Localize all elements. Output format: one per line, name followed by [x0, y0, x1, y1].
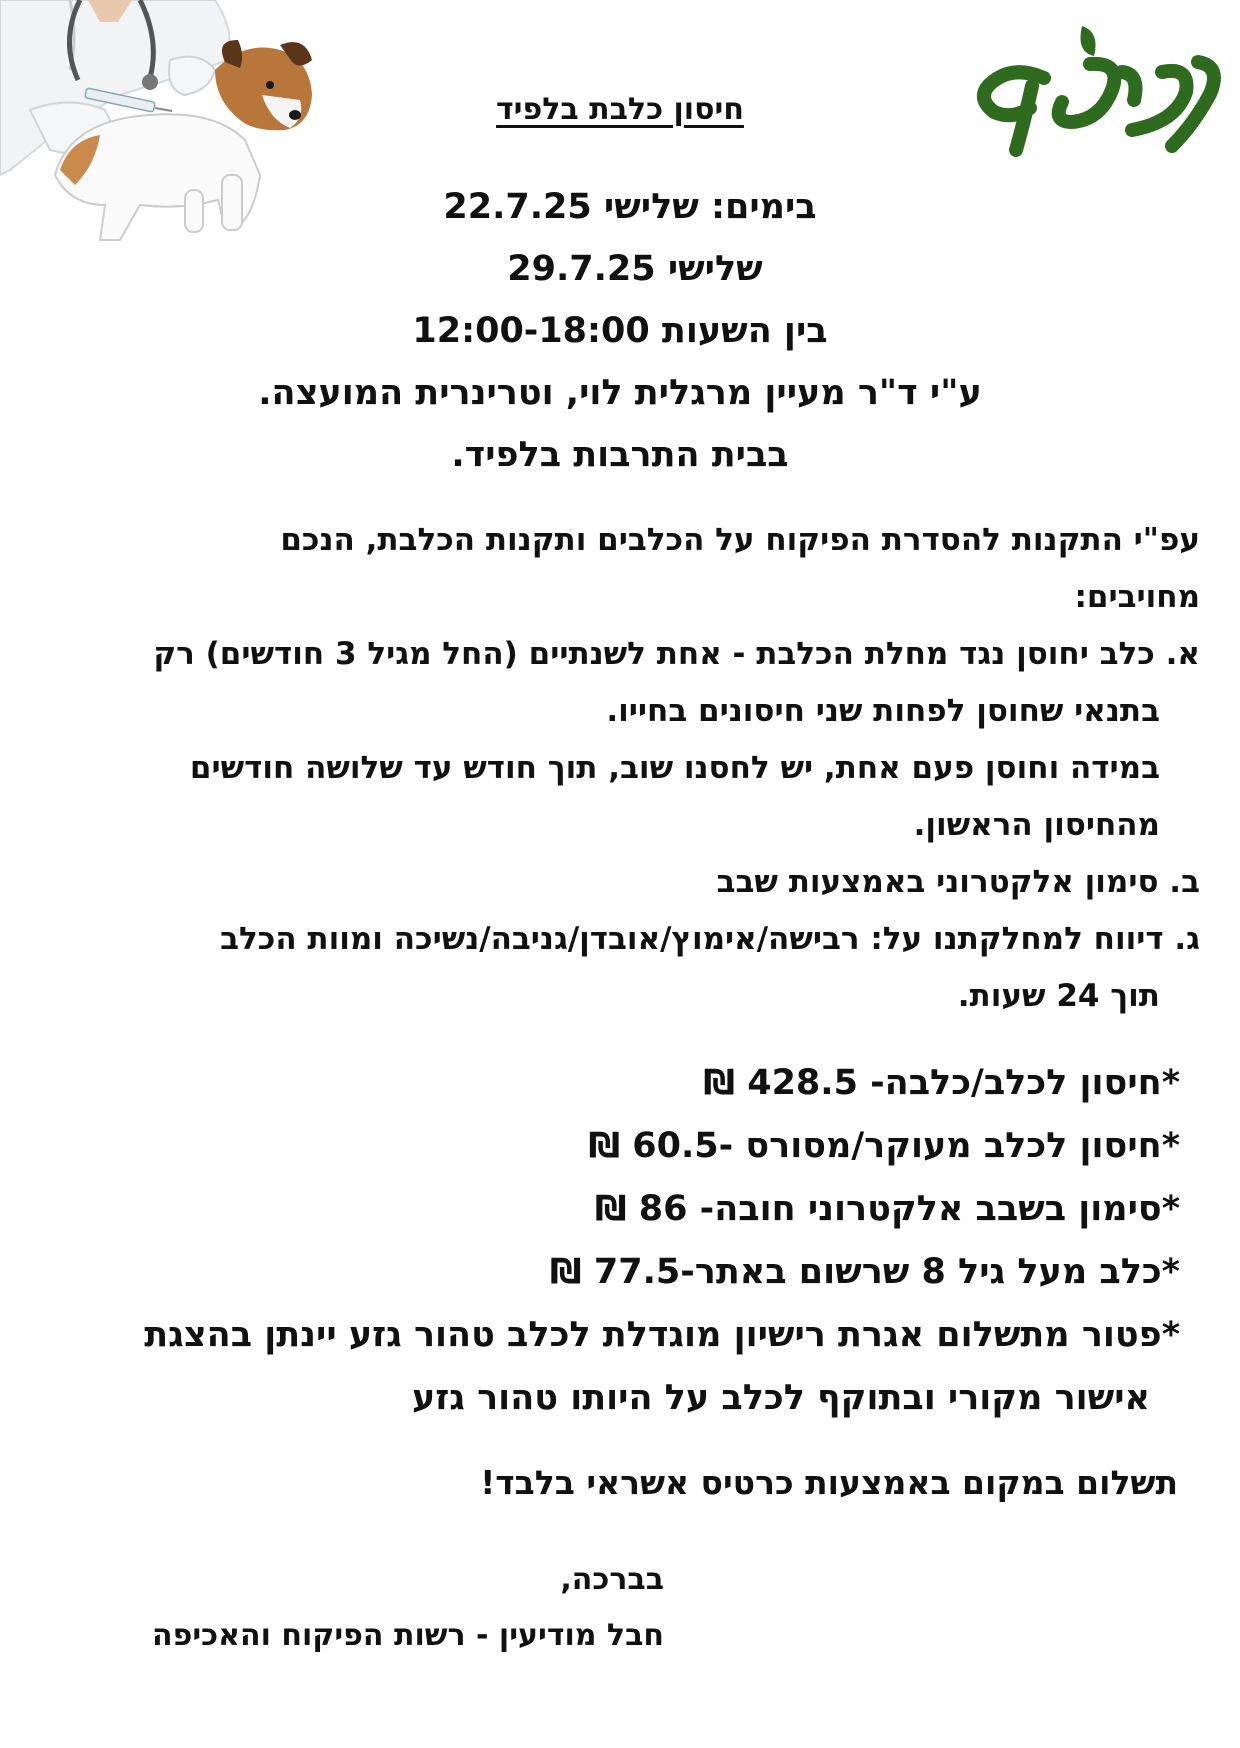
vet-line: ע"י ד"ר מעיין מרגלית לוי, וטרינרית המועצה. [258, 373, 982, 413]
regulation-a-1: א. כלב יחוסן נגד מחלת הכלבת - אחת לשנתיים (החל מגיל 3 חודשים) רק [153, 636, 1200, 672]
price-item: *פטור מתשלום אגרת רישיון מוגדלת לכלב טהור גזע יינתן בהצגת [144, 1315, 1180, 1355]
signoff-block [44, 1552, 664, 1664]
regulation-a-3: במידה וחוסן פעם אחת, יש לחסנו שוב, תוך חודש עד שלושה חודשים [189, 750, 1160, 786]
regulations-block [140, 512, 1200, 1025]
payment-note: תשלום במקום באמצעות כרטיס אשראי בלבד! [480, 1463, 1178, 1502]
hours-line: בין השעות 12:00-18:00 [412, 311, 828, 351]
signature: חבל מודיעין - רשות הפיקוח והאכיפה [151, 1618, 664, 1653]
days-line-2: שלישי 29.7.25 [507, 249, 763, 289]
schedule-block [0, 176, 1240, 486]
days-line-1: בימים: שלישי 22.7.25 [443, 187, 817, 227]
price-item: *חיסון לכלב/כלבה- 428.5 ₪ [703, 1063, 1180, 1103]
regulation-a-2: בתנאי שחוסן לפחות שני חיסונים בחייו. [606, 693, 1160, 729]
regulation-c-1: ג. דיווח למחלקתנו על: רבישה/אימוץ/אובדן/גניבה/נשיכה ומוות הכלב [220, 921, 1200, 957]
price-item: *סימון בשבב אלקטרוני חובה- 86 ₪ [594, 1189, 1180, 1229]
regulation-a-4: מהחיסון הראשון. [913, 807, 1160, 843]
page-title: חיסון כלבת בלפיד [496, 92, 744, 127]
regulations-intro-1: עפ"י התקנות להסדרת הפיקוח על הכלבים ותקנות הכלבת, הנכם [280, 522, 1200, 558]
price-item-continuation: אישור מקורי ובתוקף לכלב על היותו טהור גזע [411, 1378, 1150, 1418]
regulation-c-2: תוך 24 שעות. [957, 978, 1160, 1014]
prices-list [80, 1052, 1180, 1430]
regulations-intro-2: מחויבים: [1074, 579, 1200, 615]
location-line: בבית התרבות בלפיד. [451, 435, 789, 475]
regulation-b: ב. סימון אלקטרוני באמצעות שבב [716, 864, 1200, 900]
greeting: בברכה, [560, 1562, 664, 1597]
price-item: *כלב מעל גיל 8 שרשום באתר-77.5 ₪ [550, 1252, 1180, 1292]
price-item: *חיסון לכלב מעוקר/מסורס -60.5 ₪ [588, 1126, 1180, 1166]
